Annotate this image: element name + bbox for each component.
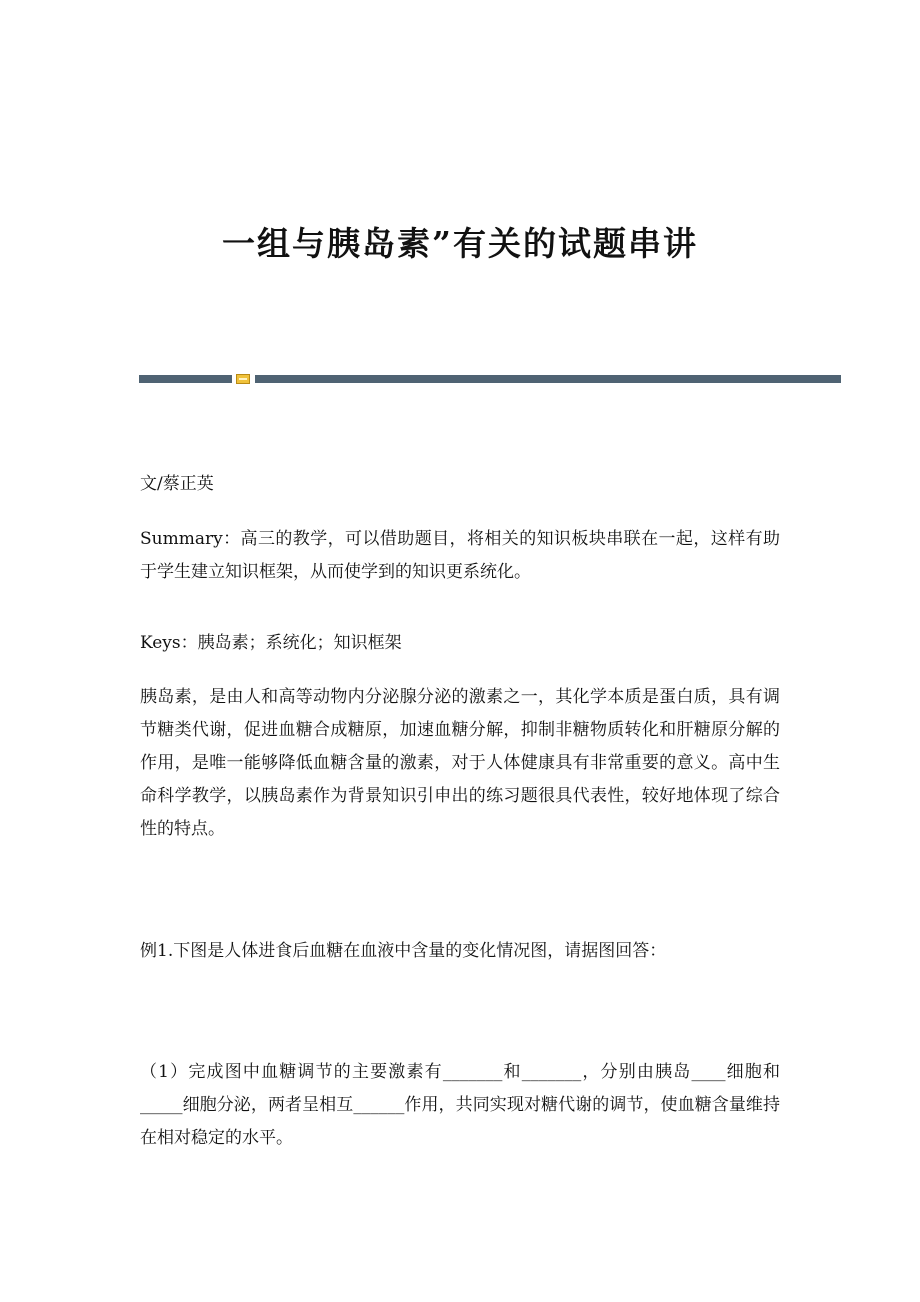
example-1-prompt: 例1.下图是人体进食后血糖在血液中含量的变化情况图，请据图回答：	[140, 941, 667, 961]
divider-bar-left	[139, 375, 232, 383]
title-divider	[139, 374, 841, 384]
document-title: 一组与胰岛素”有关的试题串讲	[222, 224, 698, 263]
summary-text: 高三的教学，可以借助题目，将相关的知识板块串联在一起，这样有助于学生建立知识框架，从而使学到的知识更系统化。	[140, 529, 781, 582]
question-1-text: （1）完成图中血糖调节的主要激素有_______和_______，分别由胰岛____细胞和_____细胞分泌，两者呈相互______作用，共同实现对糖代谢的调节，使血糖含量维持在相对稳定的水平。	[140, 1062, 780, 1148]
keys-text: 胰岛素；系统化；知识框架	[197, 633, 402, 653]
summary-paragraph	[140, 523, 780, 589]
divider-bar-right	[255, 375, 841, 383]
intro-paragraph: 胰岛素，是由人和高等动物内分泌腺分泌的激素之一，其化学本质是蛋白质，具有调节糖类代谢，促进血糖合成糖原，加速血糖分解，抑制非糖物质转化和肝糖原分解的作用，是唯一能够降低血糖含量的激素，对于人体健康具有非常重要的意义。高中生命科学教学，以胰岛素作为背景知识引申出的练习题很具代表性，较好地体现了综合性的特点。	[140, 687, 780, 839]
keys-label: Keys：	[140, 633, 198, 653]
summary-label: Summary：	[140, 529, 241, 549]
keys-paragraph	[140, 627, 780, 660]
author-line: 文/蔡正英	[140, 474, 214, 494]
divider-ornament-icon	[236, 374, 250, 384]
